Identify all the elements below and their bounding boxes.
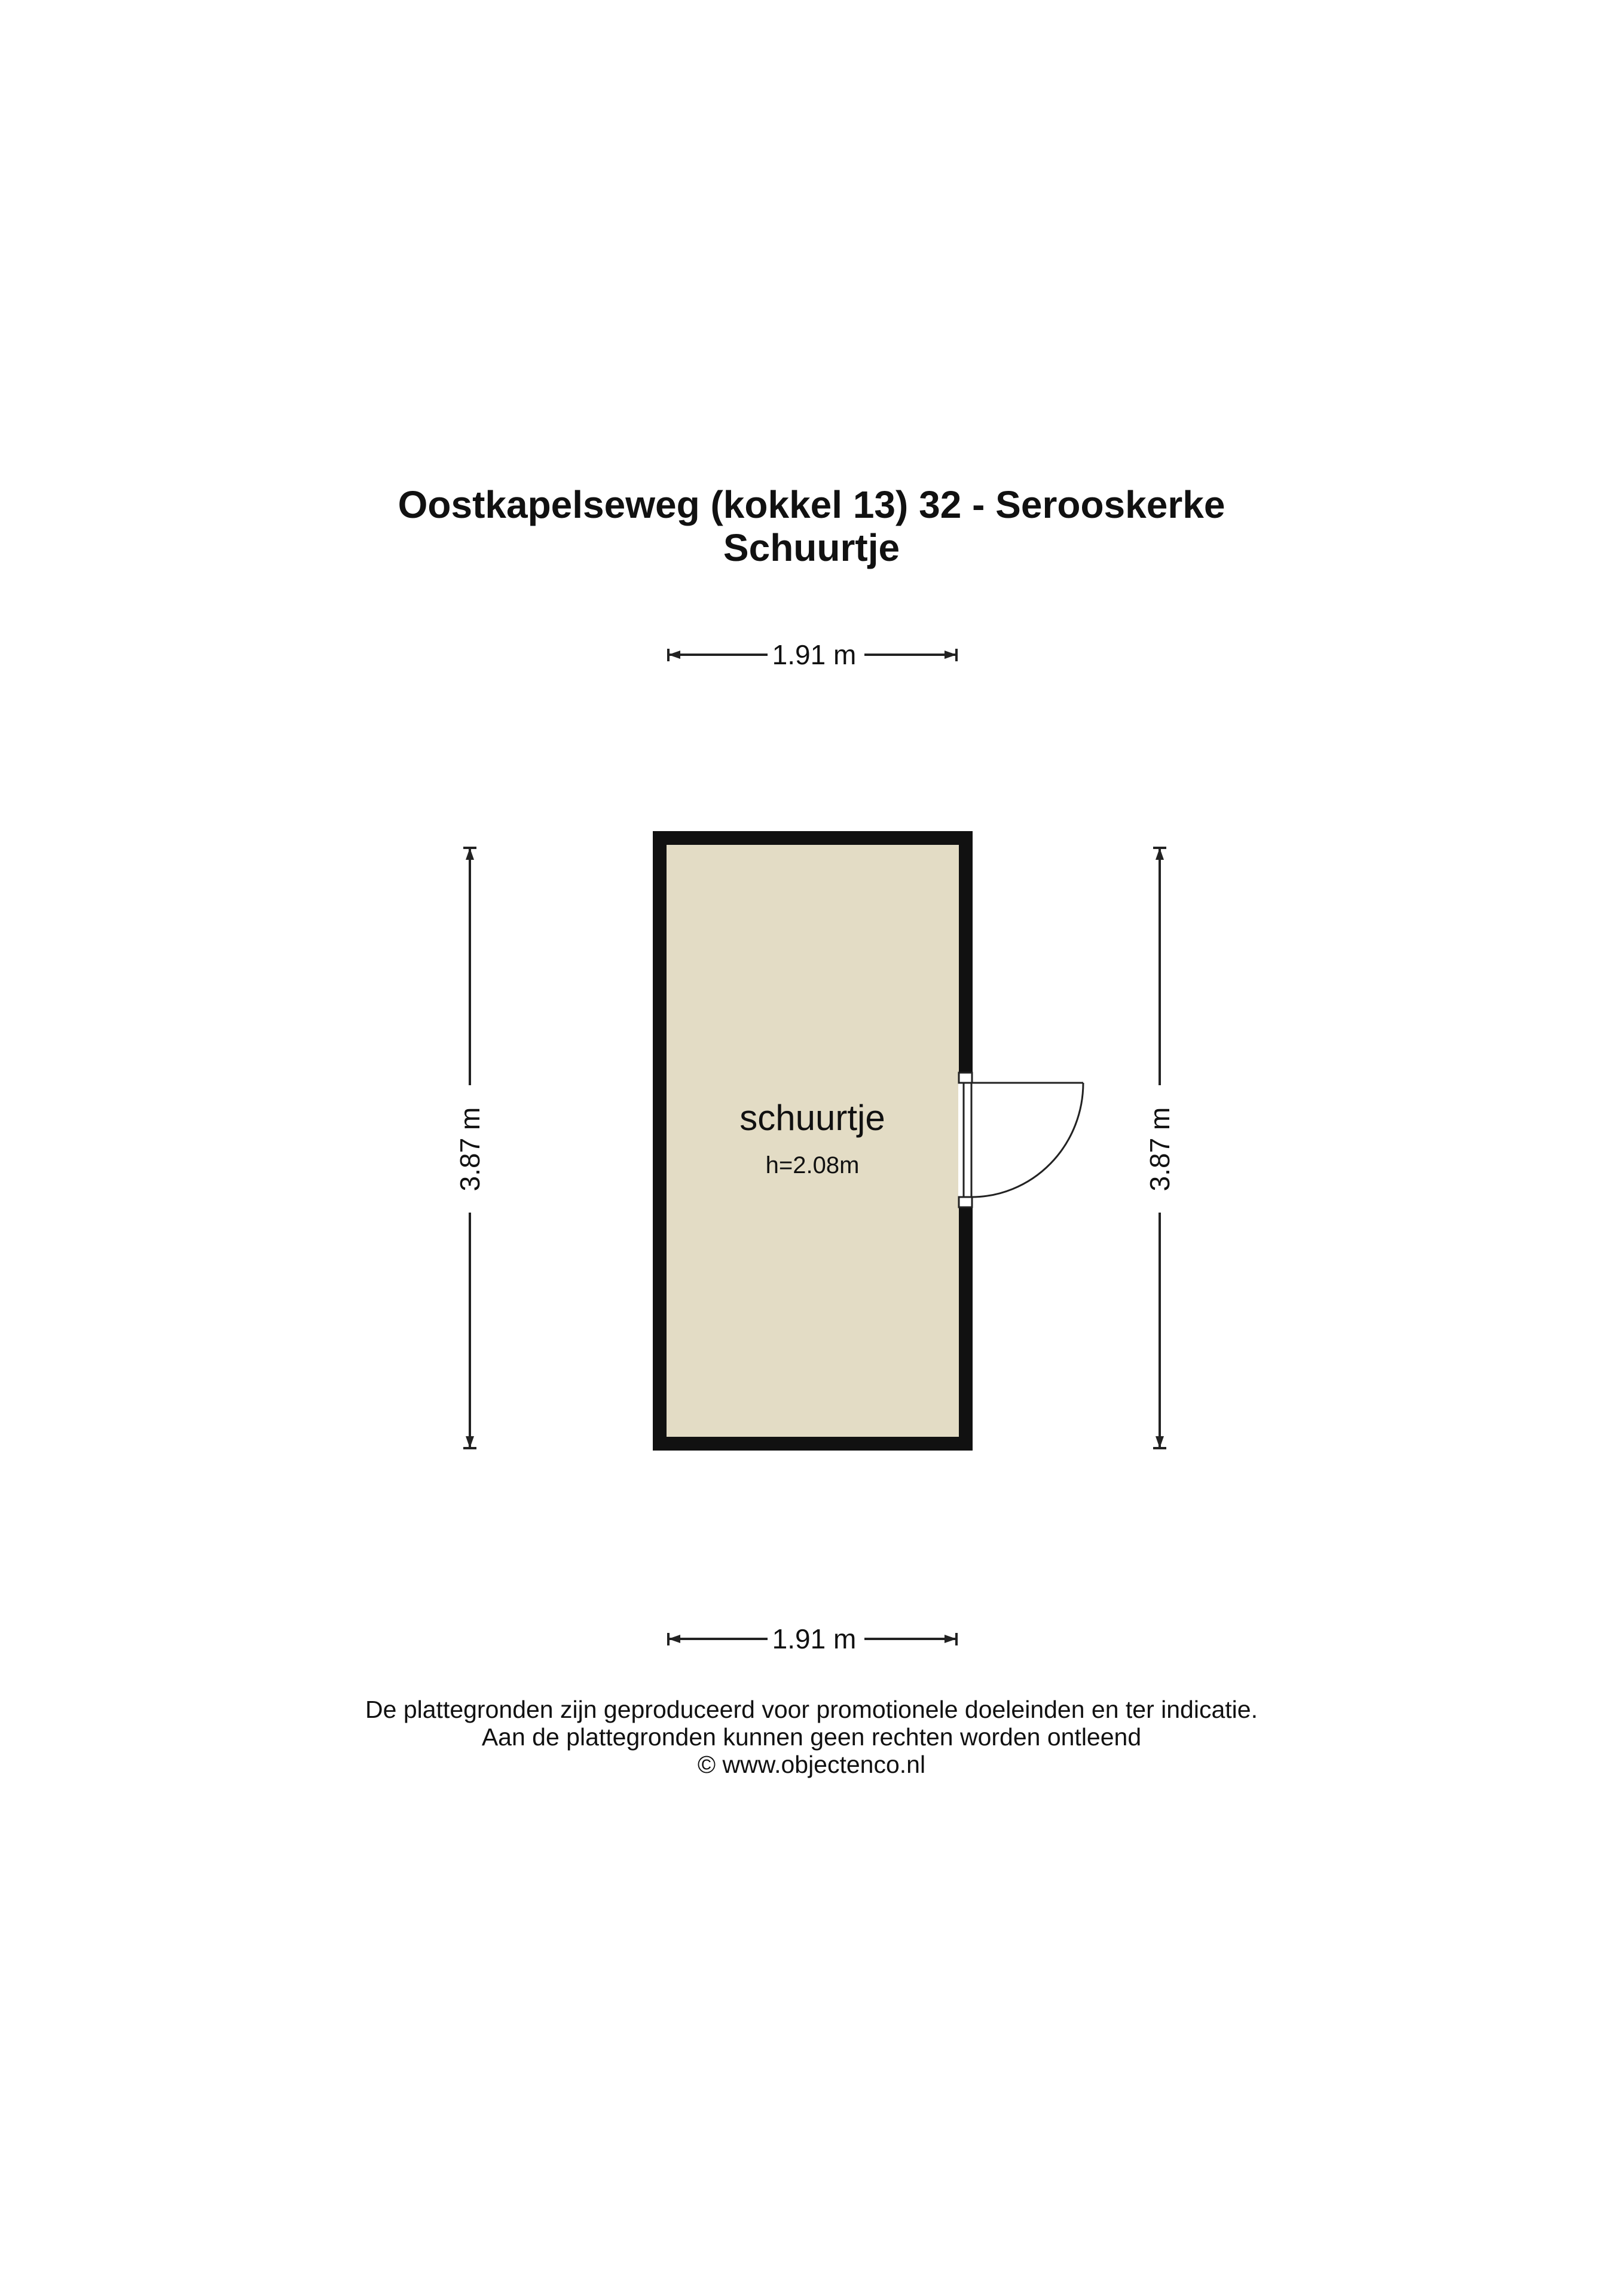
right-depth-label: 3.87 m — [1144, 1107, 1175, 1192]
top-width-label: 1.91 m — [772, 639, 857, 670]
door-swing-arc — [971, 1083, 1083, 1197]
left-depth-label: 3.87 m — [454, 1107, 485, 1192]
floor-title: Schuurtje — [723, 526, 900, 569]
top-width-dimension — [668, 639, 956, 670]
room-height-label: h=2.08m — [765, 1152, 860, 1178]
room-name-label: schuurtje — [739, 1098, 885, 1138]
disclaimer-line-1: De plattegronden zijn geproduceerd voor promotionele doeleinden en ter indicatie. — [365, 1696, 1258, 1723]
room-schuurtje — [653, 831, 1083, 1451]
address-title: Oostkapelseweg (kokkel 13) 32 - Serooskerke — [398, 483, 1225, 526]
bottom-width-label: 1.91 m — [772, 1623, 857, 1654]
disclaimer — [0, 1696, 1623, 1778]
disclaimer-line-2: Aan de plattegronden kunnen geen rechten worden ontleend — [481, 1723, 1142, 1751]
copyright-line: © www.objectenco.nl — [697, 1751, 926, 1778]
left-depth-dimension — [454, 848, 485, 1448]
door-jamb-bottom — [959, 1197, 972, 1207]
room-floor — [667, 845, 959, 1437]
bottom-width-dimension — [668, 1623, 956, 1654]
right-depth-dimension — [1144, 848, 1175, 1448]
door-jamb-top — [959, 1073, 972, 1083]
door-leaf — [964, 1083, 971, 1197]
